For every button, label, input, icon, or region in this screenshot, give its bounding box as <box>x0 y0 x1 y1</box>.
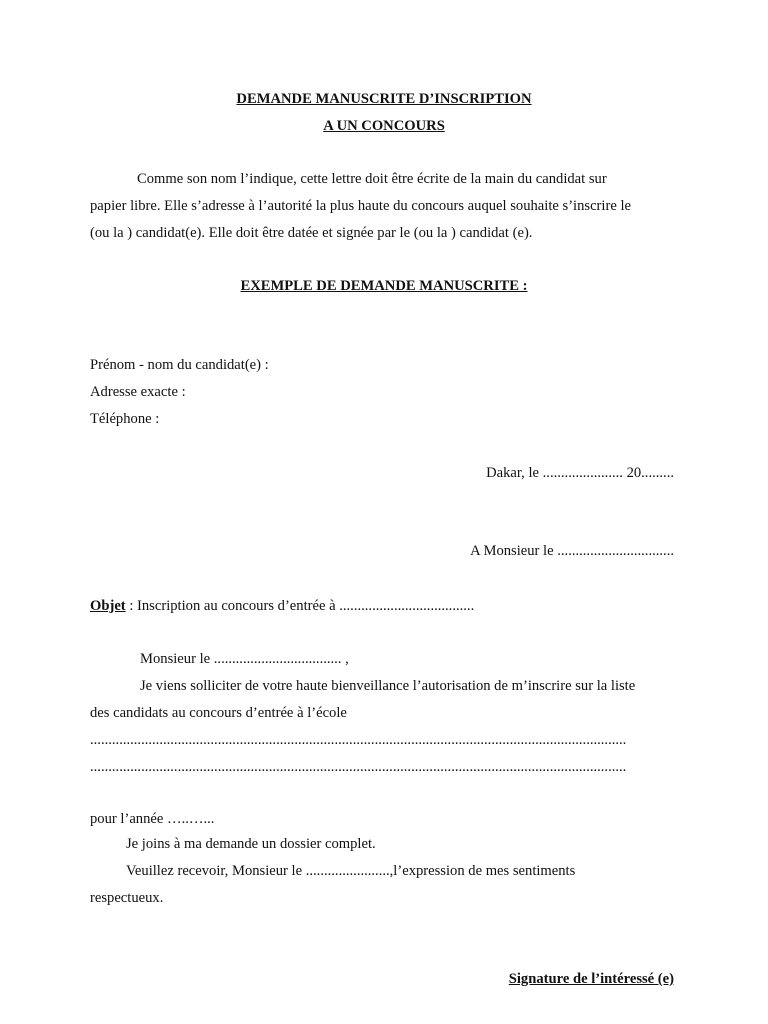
intro-line-1: Comme son nom l’indique, cette lettre doit être écrite de la main du candidat sur <box>137 171 607 187</box>
closing-line-2: respectueux. <box>90 890 164 906</box>
example-heading: EXEMPLE DE DEMANDE MANUSCRITE : <box>240 278 528 294</box>
objet-text: : Inscription au concours d’entrée à ..................................... <box>125 598 475 614</box>
sender-address-label: Adresse exacte : <box>90 384 186 400</box>
objet-label: Objet <box>90 598 126 614</box>
title-line-1: DEMANDE MANUSCRITE D’INSCRIPTION <box>236 91 532 107</box>
sender-phone-label: Téléphone : <box>90 411 160 427</box>
body-line-1: Je viens solliciter de votre haute bienveillance l’autorisation de m’inscrire sur la liste <box>140 678 636 694</box>
objet-line <box>90 597 474 615</box>
salutation: Monsieur le ................................... , <box>140 651 349 667</box>
signature-label: Signature de l’intéressé (e) <box>508 971 674 987</box>
title-line-2: A UN CONCOURS <box>323 118 445 134</box>
dotted-line-1: ................................................................................................................................................... <box>90 732 627 748</box>
date-line: Dakar, le ...................... 20......... <box>486 465 674 481</box>
body-line-2: des candidats au concours d’entrée à l’école <box>90 705 347 721</box>
closing-line-1: Veuillez recevoir, Monsieur le .......................,l’expression de mes sentiments <box>126 863 576 879</box>
intro-line-3: (ou la ) candidat(e). Elle doit être datée et signée par le (ou la ) candidat (e). <box>90 225 533 241</box>
dotted-line-2: ................................................................................................................................................... <box>90 759 627 775</box>
joins-line: Je joins à ma demande un dossier complet. <box>126 836 376 852</box>
sender-name-label: Prénom - nom du candidat(e) : <box>90 357 269 373</box>
year-line: pour l’année …..…... <box>90 811 215 827</box>
intro-line-2: papier libre. Elle s’adresse à l’autorité la plus haute du concours auquel souhaite s’inscrire le <box>90 198 631 214</box>
recipient-line: A Monsieur le ................................ <box>470 543 674 559</box>
